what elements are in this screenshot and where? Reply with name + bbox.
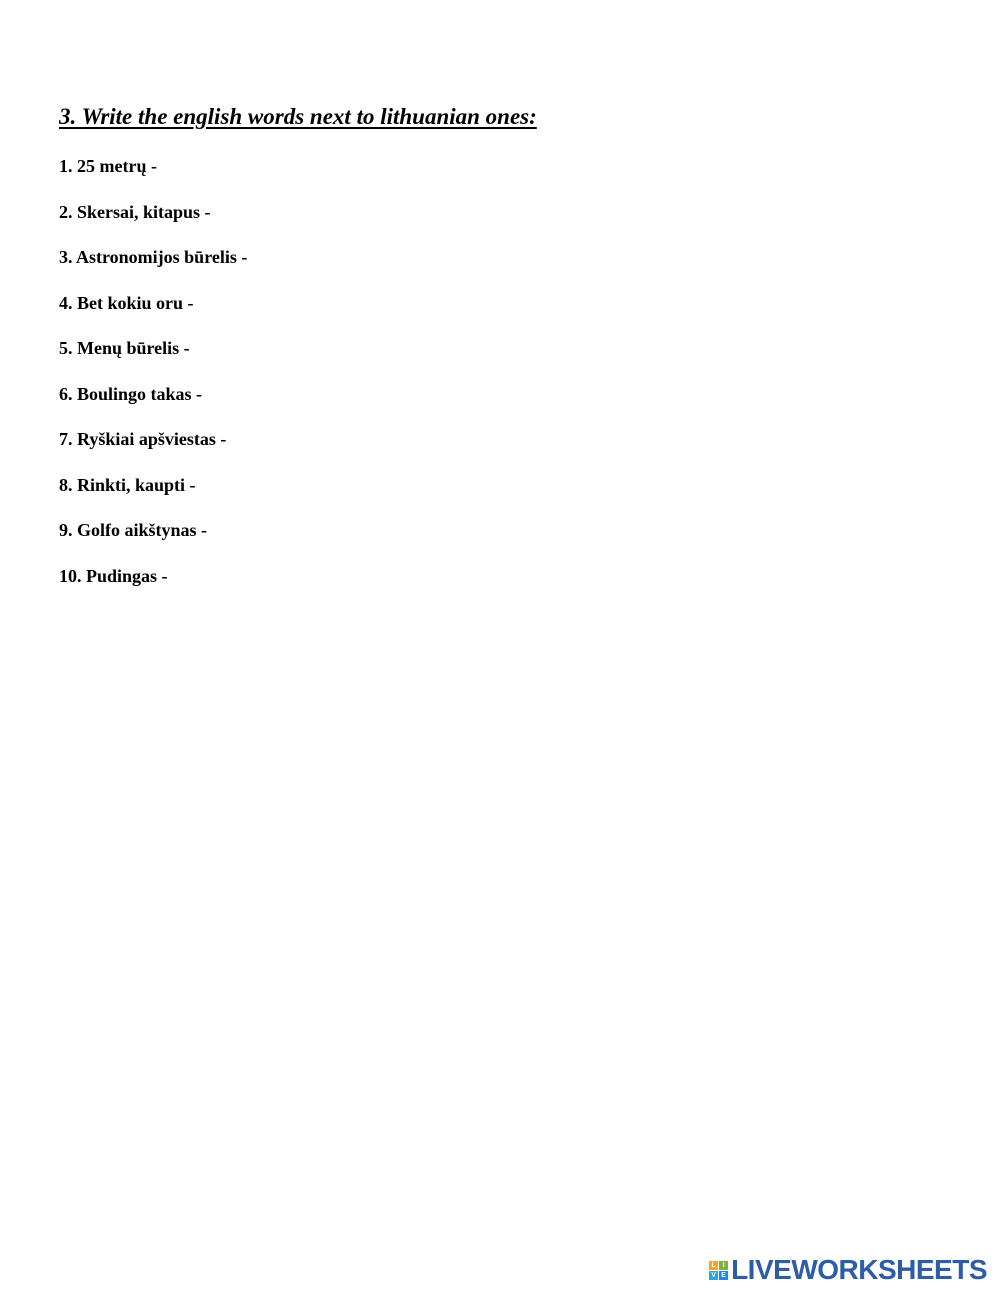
list-item: 6. Boulingo takas - xyxy=(59,383,203,404)
list-item: 3. Astronomijos būrelis - xyxy=(59,247,248,267)
logo-letter: L xyxy=(709,1261,718,1270)
list-item: 2. Skersai, kitapus - xyxy=(59,201,211,222)
vocabulary-list xyxy=(59,155,247,610)
list-item: 9. Golfo aikštynas - xyxy=(59,520,208,540)
list-item: 1. 25 metrų - xyxy=(59,156,157,176)
liveworksheets-logo xyxy=(709,1256,987,1284)
list-item: 8. Rinkti, kaupti - xyxy=(59,474,196,495)
list-item: 5. Menų būrelis - xyxy=(59,338,190,358)
list-item: 4. Bet kokiu oru - xyxy=(59,292,194,313)
logo-letter: E xyxy=(719,1271,728,1280)
list-item: 10. Pudingas - xyxy=(59,565,168,586)
logo-letter: I xyxy=(719,1261,728,1270)
list-item: 7. Ryškiai apšviestas - xyxy=(59,429,227,449)
logo-letter: V xyxy=(709,1271,718,1280)
brand-name: LIVEWORKSHEETS xyxy=(731,1254,987,1285)
logo-icon xyxy=(709,1261,728,1280)
worksheet-title: 3. Write the english words next to lithuanian ones: xyxy=(59,104,537,129)
